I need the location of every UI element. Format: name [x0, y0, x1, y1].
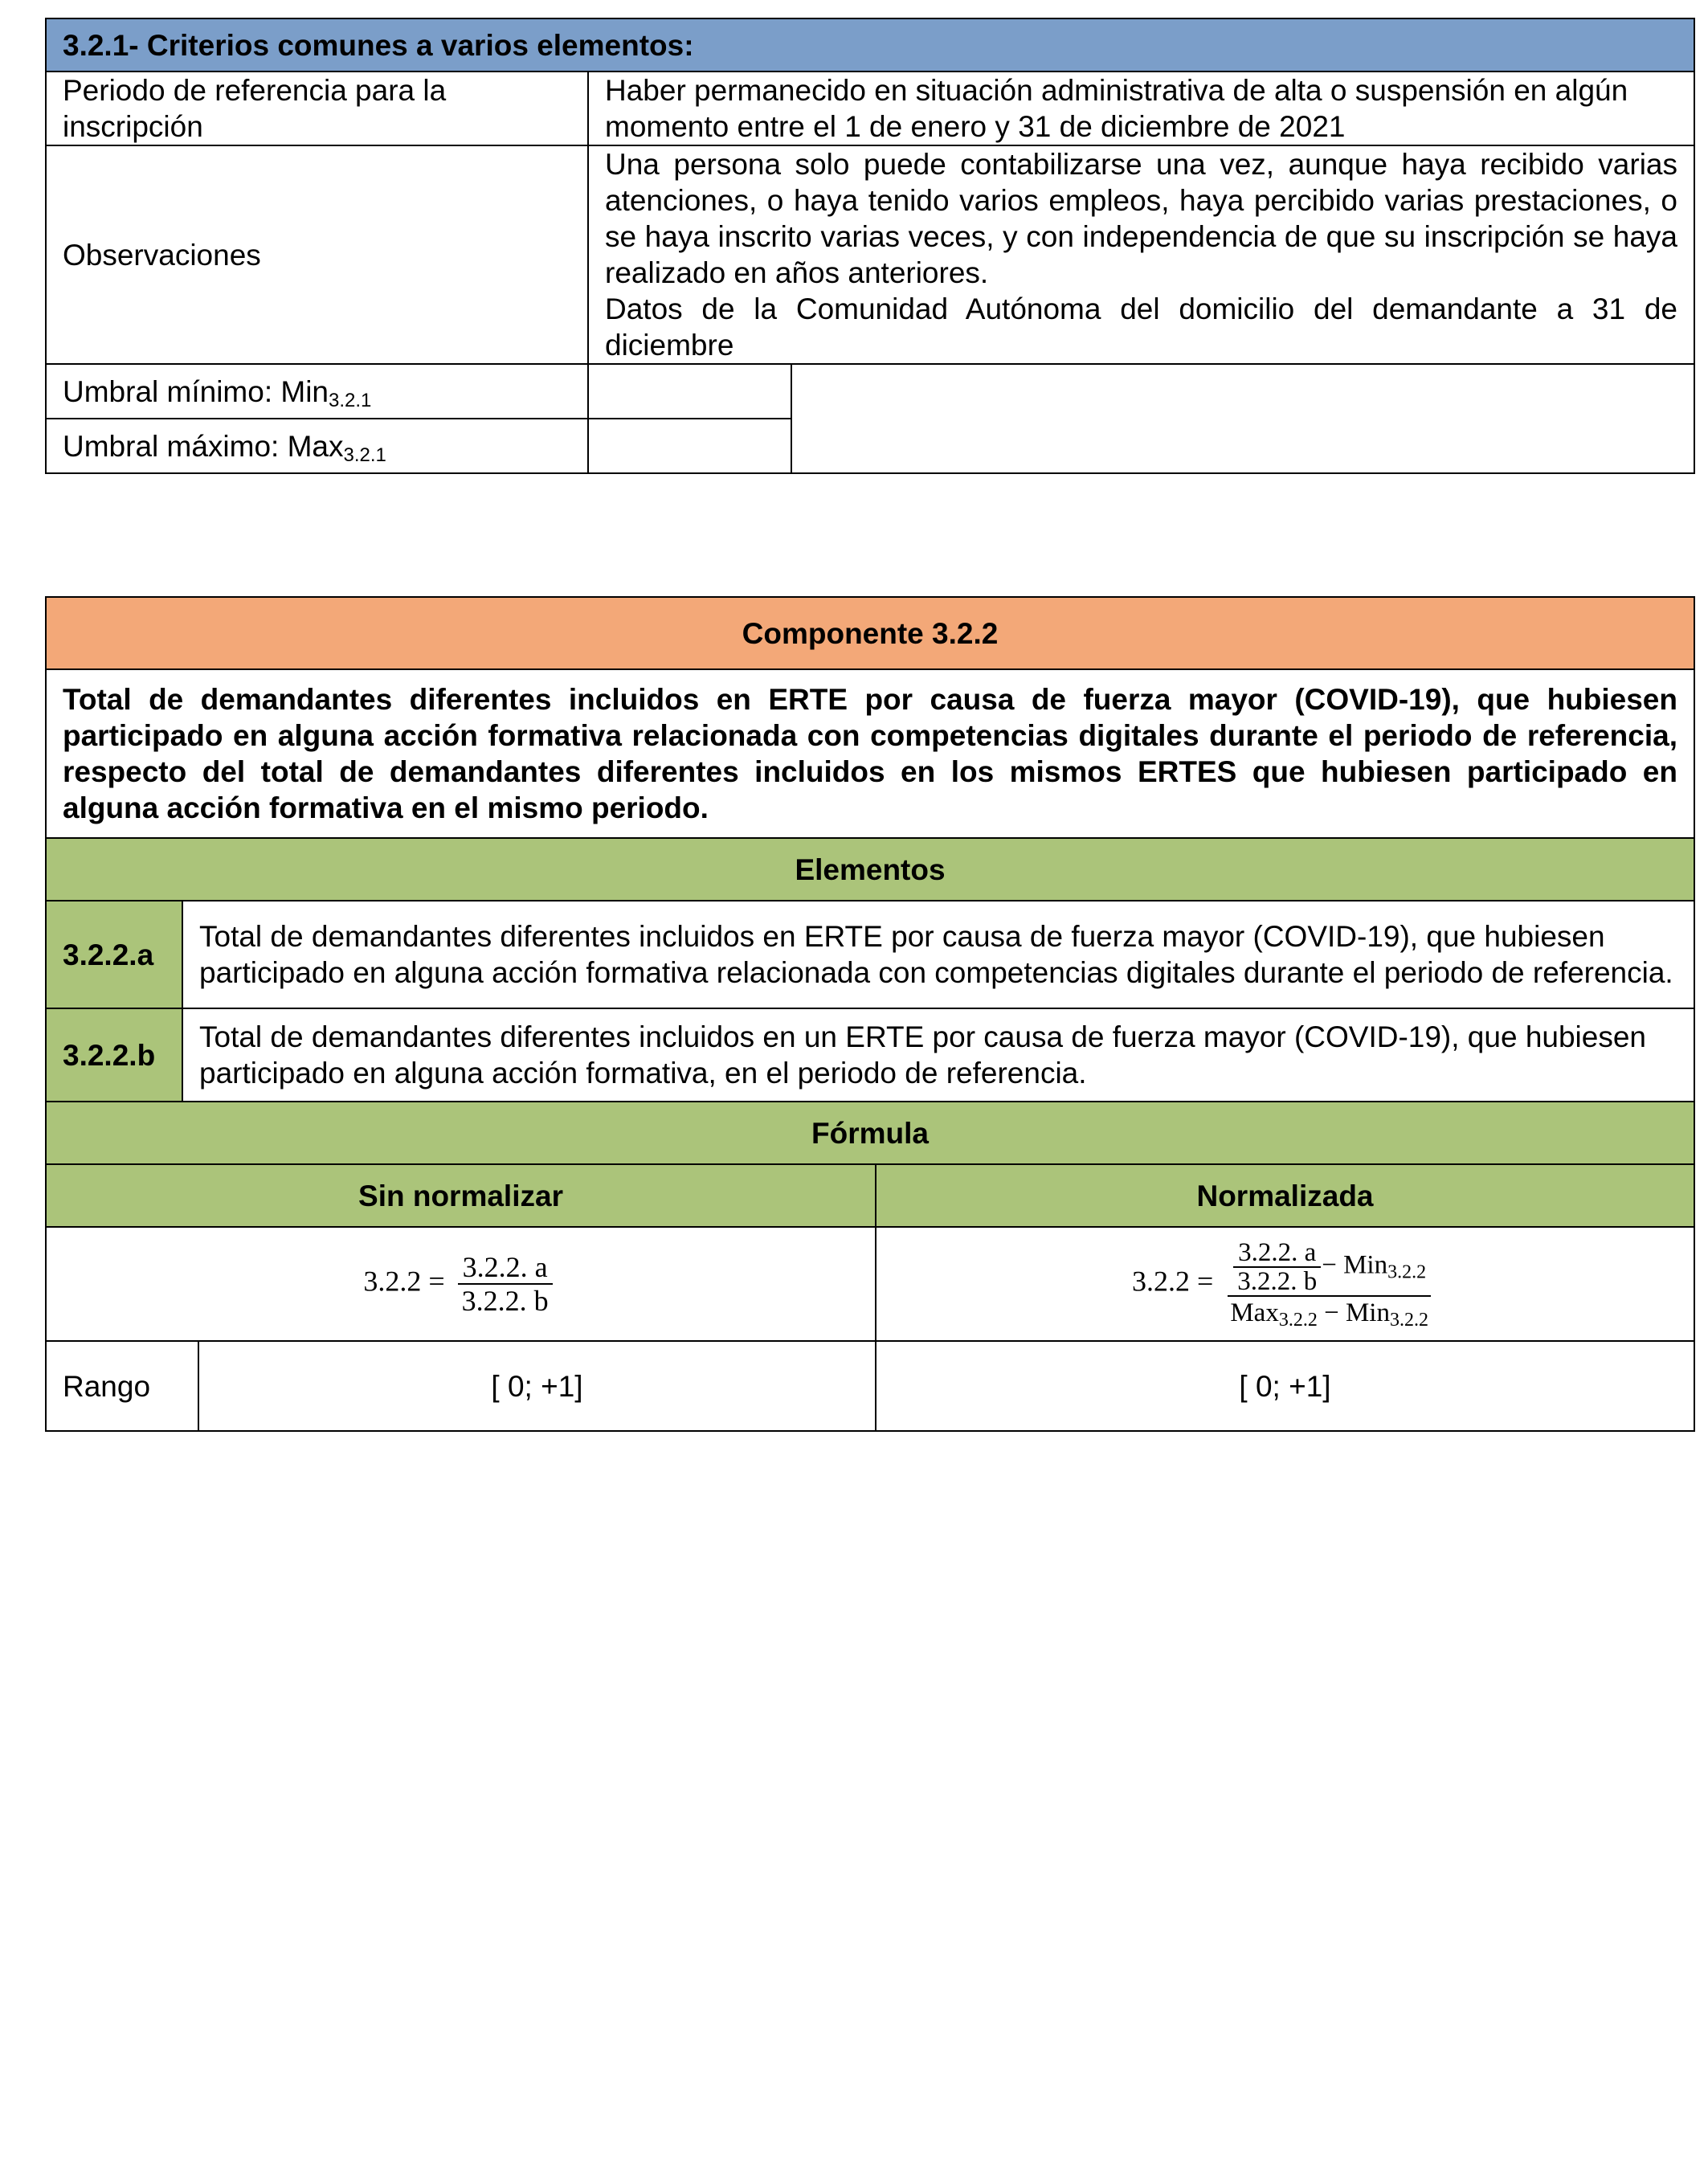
element-text-a: Total de demandantes diferentes incluidos en ERTE por causa de fuerza mayor (COVID-19), que hubiesen participado en alguna acción formativa relacionada con competencias digitales durante el periodo de referencia.: [182, 901, 1694, 1008]
criterios-table: [45, 18, 1695, 474]
umbral-min-value: [588, 364, 791, 419]
formula-header: Fórmula: [46, 1102, 1694, 1164]
periodo-value: Haber permanecido en situación administrativa de alta o suspensión en algún momento entre el 1 de enero y 31 de diciembre de 2021: [588, 72, 1694, 145]
elementos-header: Elementos: [46, 838, 1694, 901]
umbral-min-label: Umbral mínimo: Min$_{3.2.1}$: [46, 364, 588, 419]
normalizada-header: Normalizada: [876, 1164, 1694, 1227]
umbral-max-value: [588, 419, 791, 473]
componente-table: [45, 596, 1695, 1432]
criterios-header: 3.2.1- Criterios comunes a varios elementos:: [46, 18, 1694, 72]
observaciones-text-1: Una persona solo puede contabilizarse una vez, aunque haya recibido varias atenciones, o haya tenido varios empleos, haya percibido varias prestaciones, o se haya inscrito varias veces, y con independencia de que su inscripción se haya realizado en años anteriores.: [605, 148, 1677, 289]
rango-normalizada: [ 0; +1]: [876, 1341, 1694, 1431]
umbral-blank-cell: [791, 364, 1694, 473]
element-code-a: 3.2.2.a: [46, 901, 182, 1008]
rango-label: Rango: [46, 1341, 198, 1431]
periodo-label: Periodo de referencia para la inscripción: [46, 72, 588, 145]
formula-normalizada: 3.2.2 = $\frac{3.2.2. a}{3.2.2. b}$ − Min$_{3.2.2}$ Max$_{3.2.2}$ − Min$_{3.2.2}$: [876, 1227, 1694, 1341]
componente-description: Total de demandantes diferentes incluidos en ERTE por causa de fuerza mayor (COVID-19), que hubiesen participado en alguna acción formativa relacionada con competencias digitales durante el periodo de referencia, respecto del total de demandantes diferentes incluidos en los mismos ERTES que hubiesen participado en alguna acción formativa en el mismo periodo.: [46, 669, 1694, 838]
fraction: $\frac{3.2.2. a}{3.2.2. b}$: [457, 1251, 554, 1317]
observaciones-value: [588, 145, 1694, 364]
observaciones-text-2: Datos de la Comunidad Autónoma del domicilio del demandante a 31 de diciembre: [605, 292, 1677, 362]
umbral-max-label: Umbral máximo: Max$_{3.2.1}$: [46, 419, 588, 473]
observaciones-label: Observaciones: [46, 145, 588, 364]
element-code-b: 3.2.2.b: [46, 1008, 182, 1102]
normalized-fraction: $\frac{3.2.2. a}{3.2.2. b}$ − Min$_{3.2.2}$ Max$_{3.2.2}$ − Min$_{3.2.2}$: [1225, 1239, 1433, 1329]
rango-sin-normalizar: [ 0; +1]: [198, 1341, 876, 1431]
element-text-b: Total de demandantes diferentes incluidos en un ERTE por causa de fuerza mayor (COVID-19), que hubiesen participado en alguna acción formativa, en el periodo de referencia.: [182, 1008, 1694, 1102]
sin-normalizar-header: Sin normalizar: [46, 1164, 876, 1227]
formula-sin-normalizar: 3.2.2 = $\frac{3.2.2. a}{3.2.2. b}$: [46, 1227, 876, 1341]
componente-header: Componente 3.2.2: [46, 597, 1694, 669]
